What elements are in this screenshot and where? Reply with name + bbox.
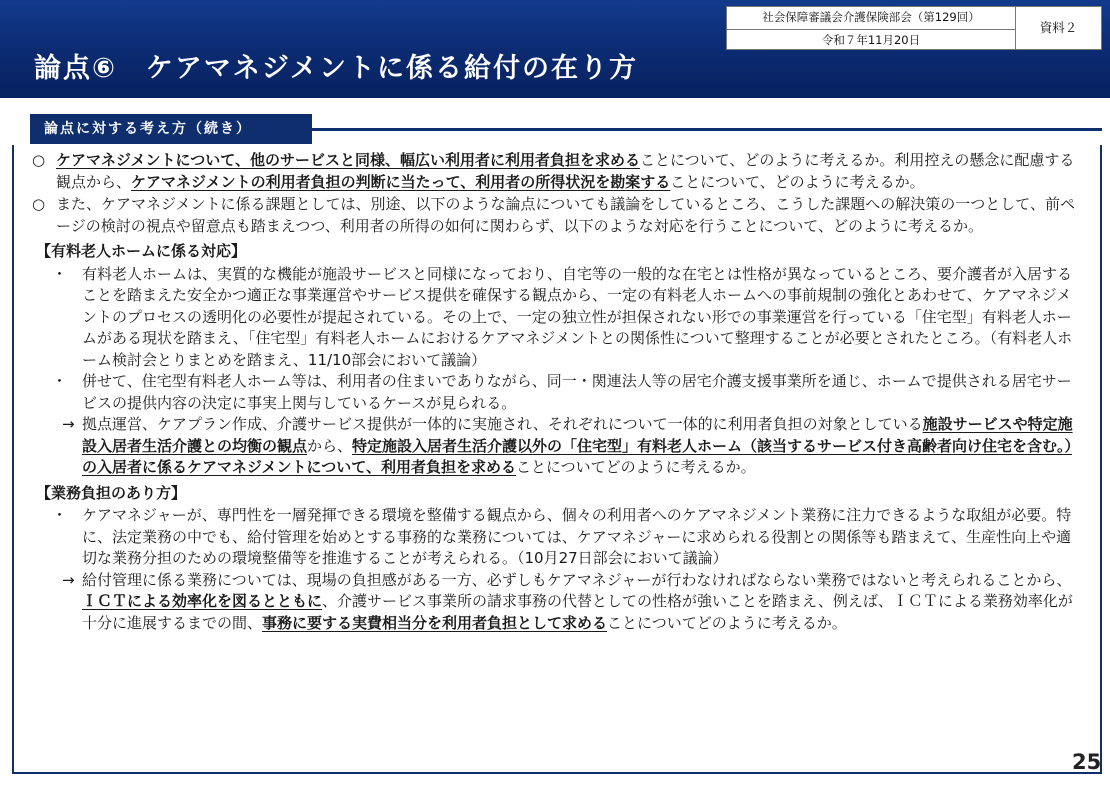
workload-arrow bbox=[30, 570, 1075, 635]
body-text: 有料老人ホームは、実質的な機能が施設サービスと同様になっており、自宅等の一般的な在宅とは性格が異なっているところ、要介護者が入居することを踏まえた安全かつ適正な事業運営やサービス提供を確保する観点から、一定の有料老人ホームへの事前規制の強化とあわせて、ケアマネジメントのプロセスの透明化の必要性が提起されている。その上で、一定の独立性が担保されない形での事業運営を行っている「住宅型」有料老人ホームがある現状を踏まえ、「住宅型」有料老人ホームにおけるケアマネジメントとの関係性について整理することが必要とされたところ。（有料老人ホーム検討会とりまとめを踏まえ、11/10部会において議論） bbox=[82, 264, 1073, 369]
circle-bullet-icon: ○ bbox=[32, 151, 46, 169]
body-text: ことについて、どのように考えるか。 bbox=[670, 172, 925, 191]
dot-bullet-icon: ・ bbox=[52, 264, 68, 283]
body-text: から、 bbox=[307, 436, 353, 455]
emphasis-text: 特定施設入居者生活介護以外の「住宅型」有料老人ホーム（該当するサービス付き高齢者向け住宅を含む。）の入居者に係るケアマネジメントについて、利用者負担を求める bbox=[82, 436, 1073, 476]
arrow-right-icon: → bbox=[62, 570, 75, 589]
body-text: ケアマネジャーが、専門性を一層発揮できる環境を整備する観点から、個々の利用者へのケアマネジメント業務に注力できるような取組が必要。特に、法定業務の中でも、給付管理を始めとする事務的な業務については、ケアマネジャーに求められる役割との関係等も踏まえて、生産性向上や適切な業務分担のための環境整備等を推進することが考えられる。（10月27日部会において議論） bbox=[82, 506, 1072, 567]
dot-bullet-icon: ・ bbox=[52, 506, 68, 524]
body-text: 拠点運営、ケアプラン作成、介護サービス提供が一体的に実施され、それぞれについて一体的に利用者負担の対象としている bbox=[82, 415, 923, 433]
meeting-info-box bbox=[726, 6, 1016, 50]
emphasis-text: ＩＣＴによる効率化を図るとともに bbox=[82, 592, 323, 610]
emphasis-text: ケアマネジメントについて、他のサービスと同様、幅広い利用者に利用者負担を求める bbox=[56, 151, 640, 169]
body-text: ことについてどのように考えるか。 bbox=[515, 458, 756, 476]
emphasis-text: ケアマネジメントの利用者負担の判断に当たって、利用者の所得状況を勘案する bbox=[131, 172, 671, 191]
section-tab: 論点に対する考え方（続き） bbox=[30, 114, 312, 144]
emphasis-text: 施設サービスや特定施設入居者生活介護との均衡の観点 bbox=[82, 415, 1073, 455]
body-text: 併せて、住宅型有料老人ホーム等は、利用者の住まいでありながら、同一・関連法人等の居宅介護支援事業所を通じ、ホームで提供される居宅サービスの提供内容の決定に事実上関与しているケースが見られる。 bbox=[82, 372, 1072, 412]
page-title: 論点⑥ ケアマネジメントに係る給付の在り方 bbox=[34, 53, 639, 84]
subheading-nursing-home: 【有料老人ホームに係る対応】 bbox=[36, 242, 247, 260]
body-text: ことについてどのように考えるか。 bbox=[607, 613, 847, 632]
body-text: ことについて、どのように考えるか。利用控えの懸念に配慮する観点から、 bbox=[56, 151, 1075, 191]
document-label: 資料２ bbox=[1016, 6, 1102, 50]
content-body bbox=[30, 150, 1075, 634]
nursing-home-arrow bbox=[30, 414, 1075, 479]
paragraph-1 bbox=[30, 150, 1075, 193]
arrow-right-icon: → bbox=[62, 415, 75, 433]
body-text: 給付管理に係る業務については、現場の負担感がある一方、必ずしもケアマネジャーが行わなければならない業務ではないと考えられることから、 bbox=[82, 570, 1072, 589]
section-divider bbox=[312, 128, 1102, 131]
meeting-date: 令和７年11月20日 bbox=[727, 29, 1015, 51]
paragraph-2 bbox=[30, 194, 1075, 237]
body-text: 、介護サービス事業所の請求事務の代替としての性格が強いことを踏まえ、例えば、ＩＣＴによる業務効率化が十分に進展するまでの間、 bbox=[82, 592, 1073, 632]
body-text: また、ケアマネジメントに係る課題としては、別途、以下のような論点についても議論をしているところ、こうした課題への解決策の一つとして、前ページの検討の視点や留意点も踏まえつつ、利用者の所得の如何に関わらず、以下のような対応を行うことについて、どのように考えるか。 bbox=[56, 195, 1075, 235]
page-number: 25 bbox=[1072, 750, 1102, 774]
subheading-workload: 【業務負担のあり方】 bbox=[36, 483, 187, 502]
meeting-name: 社会保障審議会介護保険部会（第129回） bbox=[762, 10, 980, 24]
emphasis-text: 事務に要する実費相当分を利用者負担として求める bbox=[262, 613, 608, 632]
nursing-home-bullet-1 bbox=[30, 264, 1075, 372]
circle-bullet-icon: ○ bbox=[32, 195, 46, 213]
nursing-home-bullet-2 bbox=[30, 371, 1075, 414]
workload-bullet-1 bbox=[30, 505, 1075, 570]
dot-bullet-icon: ・ bbox=[52, 372, 68, 390]
